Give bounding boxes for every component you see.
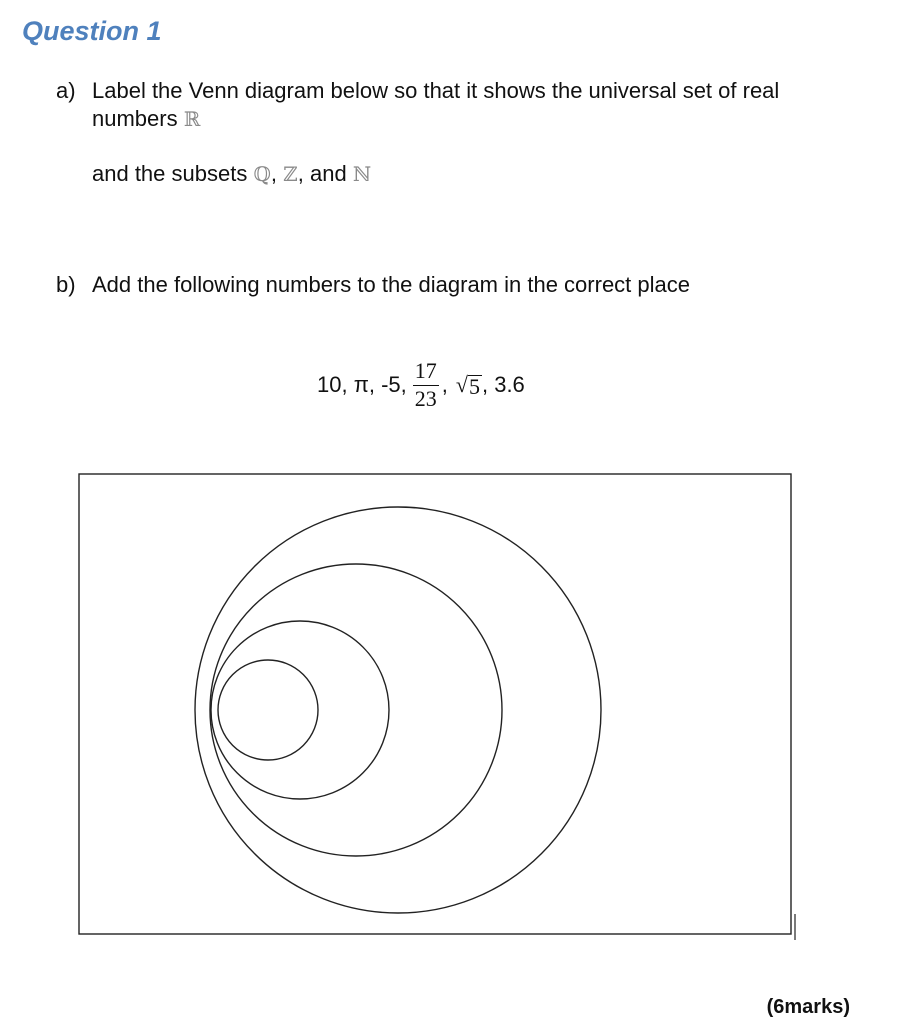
question-title: Question 1 [22,16,162,46]
second-set-circle[interactable] [210,564,502,856]
fraction-separator: , [441,372,448,397]
numbers-prefix: 10, π, -5, [317,372,407,397]
outer-set-circle[interactable] [195,507,601,913]
rational-numbers-symbol: ℚ [253,162,271,186]
part-b-label: b) [56,272,76,297]
part-b-instruction: Add the following numbers to the diagram in the correct place [92,272,690,297]
sqrt-radicand: 5 [468,374,480,399]
integers-symbol: ℤ [283,162,298,186]
universal-set-rectangle [79,474,791,934]
separator-1: , [270,161,278,186]
fraction-numerator: 17 [413,359,439,386]
separator-2: , and [297,161,347,186]
real-numbers-symbol: ℝ [183,107,201,131]
inner-set-circle[interactable] [218,660,318,760]
fraction-denominator: 23 [414,386,437,411]
marks-label: (6marks) [766,996,850,1018]
part-a-line1: Label the Venn diagram below so that it shows the universal set of real [92,78,780,103]
subsets-intro: and the subsets [92,161,248,186]
third-set-circle[interactable] [211,621,389,799]
part-a-label: a) [56,78,76,103]
part-a-line2-text: numbers [92,106,178,131]
radical-sign-icon: √ [455,372,468,397]
numbers-suffix: , 3.6 [481,372,525,397]
natural-numbers-symbol: ℕ [352,162,372,186]
